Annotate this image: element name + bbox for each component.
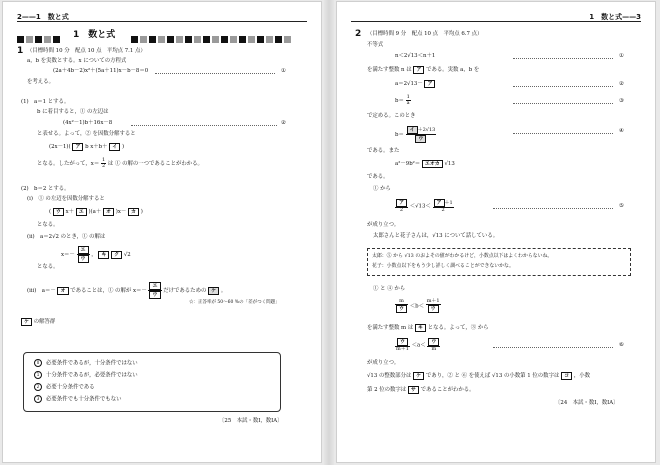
answer-box-u[interactable]: ウ	[53, 208, 64, 216]
fraction-m1-over-u	[426, 299, 441, 313]
text: )(a＋	[88, 209, 102, 215]
text: 第 2 位の数字は	[367, 387, 407, 393]
text: )	[140, 209, 143, 215]
answer-box-ki[interactable]: キ	[98, 251, 109, 259]
equation-a-number: ②	[619, 81, 624, 87]
text: ，	[91, 252, 97, 258]
text: ＜a＜	[411, 342, 426, 349]
text: ＜√13＜	[409, 203, 431, 210]
text: を満たす整数 m は	[367, 325, 414, 331]
leader-dots	[513, 58, 613, 59]
text: となる。よって，③ から	[427, 325, 489, 331]
choice-number: 1	[34, 371, 42, 379]
part1-line3: と表せる。よって，② を因数分解すると	[37, 131, 136, 137]
answer-box-u[interactable]: ウ	[428, 305, 439, 313]
numerator: 1	[406, 94, 410, 100]
text: (	[49, 209, 52, 215]
fraction-u-over-m	[427, 338, 440, 352]
leader-dots	[513, 86, 613, 87]
fraction-e-over-u	[148, 282, 161, 299]
line-8: 太郎さんと花子さんは，√13 について話している。	[373, 233, 499, 239]
text: )x－	[115, 209, 127, 215]
text: を満たす整数 n は	[367, 67, 412, 73]
equation-2-number: ②	[281, 120, 286, 126]
inequality-1-number: ①	[619, 53, 624, 59]
section-number: 1	[73, 30, 80, 40]
line-10	[367, 324, 489, 332]
answer-box-ko[interactable]: コ	[561, 372, 572, 380]
numerator: m＋1	[426, 298, 440, 304]
part1-label: (1) a＝1 とする。	[21, 99, 70, 105]
fraction-i-over-u	[406, 126, 437, 143]
question-meta: （目標時間 9 分 配点 10 点 平均点 6.7 点）	[367, 31, 483, 37]
section-banner-right-blocks	[131, 28, 293, 36]
answer-box-sa[interactable]: サ	[408, 386, 419, 394]
equation-b-number: ③	[619, 98, 624, 104]
text: √2	[123, 252, 131, 258]
choice-number: 3	[34, 395, 42, 403]
inequality-4	[395, 338, 440, 352]
choice-3[interactable]	[34, 395, 121, 403]
right-running-header: 1 数と式——3	[589, 13, 641, 21]
text: b＝	[395, 98, 404, 104]
text: ＋2√13	[417, 127, 436, 133]
numerator: 1	[101, 157, 106, 163]
text: √13 の整数部分は	[367, 373, 412, 379]
fraction-m-over-u	[395, 299, 408, 313]
answer-box-a[interactable]: ア	[434, 199, 445, 207]
equation-1: (2a＋4b－2)x²＋(5a＋11)x－b－8＝0	[53, 68, 149, 74]
factor-text: (2x－1)(	[49, 144, 71, 150]
section-title-text: 数と式	[88, 30, 116, 40]
line-12	[367, 372, 590, 380]
text: ＋1	[444, 200, 453, 206]
denominator: 2	[101, 163, 106, 169]
inequality-4-number: ⑥	[619, 342, 624, 348]
equation-square	[395, 160, 455, 168]
question-number: 2	[355, 29, 362, 39]
equation-1-number: ①	[281, 68, 286, 74]
answer-box-u[interactable]: ウ	[149, 291, 160, 299]
line-5: である。	[367, 174, 389, 180]
equation-b	[395, 95, 411, 106]
answer-box-e[interactable]: エ	[78, 246, 89, 254]
text: となる。したがって，x＝	[37, 161, 100, 167]
right-header-rule	[351, 21, 641, 22]
factor-text: )	[121, 144, 125, 150]
left-running-header: 2——1 数と式	[17, 13, 69, 21]
leader-dots	[493, 347, 613, 348]
answer-box-e[interactable]: エ	[149, 282, 160, 290]
text: ＜b＜	[409, 303, 424, 310]
equation-2: (4x²－1)b＋16x－8	[63, 120, 113, 126]
answer-box-i[interactable]: イ	[407, 126, 418, 134]
line-7: が成り立つ。	[367, 222, 400, 228]
answer-box-a[interactable]: ア	[413, 66, 424, 74]
answer-box-ki[interactable]: キ	[415, 324, 426, 332]
answer-box-o[interactable]: オ	[103, 208, 114, 216]
answer-box-e[interactable]: エ	[76, 208, 87, 216]
inequality-1: n＜2√13＜n＋1	[395, 53, 436, 59]
answer-box-u[interactable]: ウ	[415, 135, 426, 143]
inequality-3	[395, 299, 441, 313]
text: a²－9b²＝	[395, 161, 421, 167]
answer-box-ku[interactable]: ク	[111, 251, 122, 259]
text: √13	[444, 161, 455, 167]
line-9: ① と ④ から	[373, 286, 406, 292]
leader-dots	[493, 208, 613, 209]
answer-box-u[interactable]: ウ	[78, 255, 89, 263]
section-banner-left-blocks	[17, 28, 62, 36]
part1-line2: b に着目すると，① の左辺は	[37, 109, 109, 115]
answer-box-a[interactable]: ア	[72, 143, 83, 151]
part2-ii-solutions	[61, 246, 131, 263]
text: であることがわかる。	[420, 387, 475, 393]
answer-box-ke[interactable]: ケ	[413, 372, 424, 380]
page-gutter	[324, 0, 334, 465]
part1-factorization	[49, 143, 124, 151]
line-2	[367, 66, 479, 74]
text: であり，② と ⑥ を使えば √13 の小数第 1 位の数字は	[425, 373, 560, 379]
denominator: a	[406, 100, 410, 106]
equation-a	[395, 80, 435, 88]
fraction-a-plus-1-over-2	[433, 199, 454, 213]
choice-text: 十分条件であるが，必要条件ではない	[46, 372, 138, 379]
text: b＝	[395, 132, 404, 138]
choice-number: 2	[34, 383, 42, 391]
text: の解答群	[33, 319, 56, 325]
line-4: である。また	[367, 148, 400, 154]
fraction-half	[101, 158, 106, 169]
text: 。	[220, 288, 227, 294]
line-13	[367, 386, 475, 394]
line-3: で定める。このとき	[367, 113, 416, 119]
choice-text: 必要条件であるが，十分条件ではない	[46, 360, 138, 367]
answer-box-o[interactable]: オ	[57, 287, 68, 295]
text: は ① の解の一つであることがわかる。	[107, 161, 203, 167]
right-footer: 〔24 本試・数Ⅰ，数ⅠA〕	[555, 400, 619, 406]
equation-b2-number: ④	[619, 128, 624, 134]
left-page	[2, 1, 322, 463]
answer-box-a[interactable]: ア	[396, 199, 407, 207]
leader-dots	[513, 133, 613, 134]
line-1: 不等式	[367, 42, 384, 48]
line-6: ① から	[373, 186, 391, 192]
answer-box-a[interactable]: ア	[424, 80, 435, 88]
answer-box-u[interactable]: ウ	[396, 305, 407, 313]
inequality-2-number: ⑤	[619, 203, 624, 209]
question-meta: （目標時間 10 分 配点 10 点 平均点 7.1 点）	[27, 48, 146, 54]
part2-i-end: となる。	[37, 222, 59, 228]
part2-factorization	[49, 208, 143, 216]
text: x＝－	[61, 252, 75, 258]
dialogue-hanako: 花子：小数点以下をもう少し詳しく調べることができないかな。	[372, 263, 514, 269]
question-number: 1	[17, 46, 24, 56]
part2-i: (i) ① の左辺を因数分解すると	[27, 196, 105, 202]
fraction-e-over-u	[77, 246, 90, 263]
numerator: m	[395, 299, 408, 305]
intro-line-2: を考える。	[27, 79, 54, 85]
dialogue-taro: 太郎：⑤ から √13 のおよその値がわかるけど，小数点以下はよくわからないね。	[372, 253, 553, 259]
left-header-rule	[17, 21, 307, 22]
difficulty-note: ☆：正答率が 50～60 %の「差がつく問題」	[189, 300, 280, 305]
text: a＝2√13－	[395, 81, 423, 87]
choice-2[interactable]	[34, 383, 95, 391]
denominator: 2	[399, 207, 404, 213]
inequality-2	[395, 199, 454, 213]
fraction-1-over-a	[406, 95, 411, 106]
answer-box-ka[interactable]: カ	[128, 208, 139, 216]
part2-label: (2) b＝2 とする。	[21, 186, 70, 192]
denominator: m	[431, 346, 437, 352]
denominator: 2	[441, 207, 445, 213]
part2-ii-end: となる。	[37, 264, 59, 270]
denominator: m＋1	[396, 346, 409, 352]
factor-text: b x＋b＋	[85, 144, 108, 150]
equation-b2	[395, 126, 436, 143]
choices-box	[23, 352, 281, 412]
part1-line4	[37, 158, 203, 169]
choice-0[interactable]	[34, 359, 138, 367]
leader-dots	[155, 73, 275, 74]
right-page	[336, 1, 656, 463]
text: x＋	[65, 209, 74, 215]
text: だけであるための	[163, 288, 207, 294]
choice-text: 必要条件でも十分条件でもない	[46, 396, 122, 403]
dialogue-box	[367, 248, 631, 276]
text: である。実数 a，b を	[426, 67, 480, 73]
answer-box-u[interactable]: ウ	[397, 338, 408, 346]
text: であることは，① の解が x＝－	[70, 288, 147, 294]
answer-box-ke[interactable]: ケ	[208, 287, 219, 295]
intro-line-1: a，b を実数とする。x についての方程式	[27, 58, 127, 64]
part2-ii: (ii) a＝2√2 のとき，① の解は	[27, 234, 106, 240]
answer-box-ekaou[interactable]: エオカ	[422, 160, 443, 168]
section-title	[73, 27, 115, 40]
choice-1[interactable]	[34, 371, 138, 379]
answer-box-u[interactable]: ウ	[428, 338, 439, 346]
leader-dots	[513, 103, 613, 104]
fraction-u-over-m1	[395, 338, 410, 352]
answer-box-ke[interactable]: ケ	[21, 318, 32, 326]
answer-box-i[interactable]: イ	[109, 143, 120, 151]
line-11: が成り立つ。	[367, 360, 400, 366]
choice-number: 0	[34, 359, 42, 367]
fraction-a-over-2	[395, 199, 408, 213]
choice-text: 必要十分条件である	[46, 384, 95, 391]
text: (iii) a＝－	[27, 288, 56, 294]
part2-iii	[27, 282, 226, 299]
text: ，小数	[573, 373, 590, 379]
left-footer: 〔25 本試・数Ⅰ，数ⅠA〕	[219, 418, 283, 424]
ke-choices-label	[21, 318, 55, 326]
leader-dots	[131, 125, 277, 126]
